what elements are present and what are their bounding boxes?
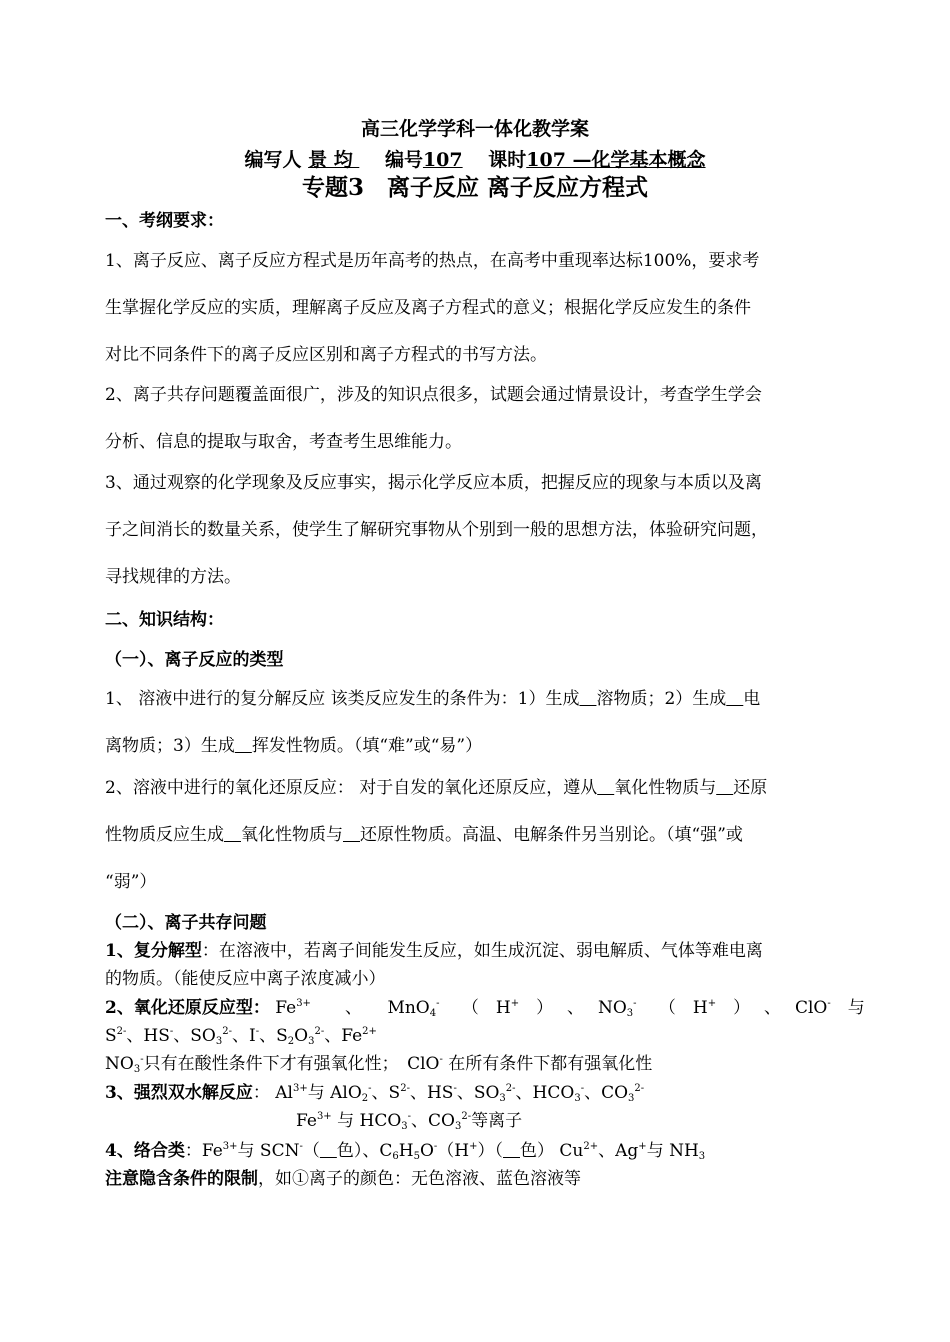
number-label: 编号 [384,149,423,171]
sub2-r4-line: 4、络合类：$Fe^{3+}$与 SCN-（ 色）、$C_6H_5O^-(H^+)$（ 色） $Cu^{2+}$、Ag+与 $NH_3$ [105,1141,706,1162]
sub2-r5-line: 注意隐含条件的限制，如①离子的颜色：无色溶液、蓝色溶液等 [105,1169,581,1189]
s1-item3-line2: 子之间消长的数量关系，使学生了解研究事物从个别到一般的思想方法，体验研究问题， [105,520,768,540]
sub1-p1-line1: 1、 溶液中进行的复分解反应 该类反应发生的条件为：1）生成 溶物质；2）生成 电 [105,689,761,709]
s1-item3-line1: 3、通过观察的化学现象及反应事实，揭示化学反应本质，把握反应的现象与本质以及离 [105,473,762,493]
section2-heading: 二、知识结构： [105,610,224,630]
sub2-r1-line2: 的物质。（能使反应中离子浓度减小） [105,969,386,989]
sub2-r3-line2: $Fe^{3+}$ 与 $HCO_3^-$、$CO_3^{2-}$等离子 [296,1111,523,1132]
sub1-p2-line3: “弱”） [105,872,157,892]
doc-title: 高三化学学科一体化教学案 [360,118,589,140]
lesson-label: 课时 [488,149,527,171]
sub1-p2-line2: 性物质反应生成 氧化性物质与 还原性物质。高温、电解条件另当别论。（填“强”或 [105,825,743,845]
lesson-value: 107 —化学基本概念 [526,149,706,171]
s1-item3-line3: 寻找规律的方法。 [105,567,241,587]
number-value: 107 [422,149,463,171]
sub1-heading: （一）、离子反应的类型 [105,650,284,670]
sub2-r3-line1: 3、强烈双水解反应： $Al^{3+}$与 AlO$_2$-、$S^{2-}$、HS-、$SO_3^{2-}$、$HCO_3^-$、$CO_3^{2-}$ [105,1083,645,1104]
s1-item2-line2: 分析、信息的提取与取舍，考查考生思维能力。 [105,432,462,452]
sub1-p1-line2: 离物质；3）生成 挥发性物质。（填“难”或“易”） [105,736,483,756]
sub2-r2-note: $NO_3^-$只有在酸性条件下才有强氧化性； ClO- 在所有条件下都有强氧化性 [105,1054,653,1075]
s1-item1-line1: 1、离子反应、离子反应方程式是历年高考的热点，在高考中重现率达标100%，要求考 [105,251,760,271]
sub1-p2-line1: 2、溶液中进行的氧化还原反应： 对于自发的氧化还原反应，遵从 氧化性物质与 还原 [105,778,768,798]
topic-title: 专题3 离子反应 离子反应方程式 [301,174,648,201]
s1-item2-line1: 2、离子共存问题覆盖面很广，涉及的知识点很多，试题会通过情景设计，考查学生学会 [105,385,762,405]
sub2-heading: （二）、离子共存问题 [105,913,267,933]
doc-meta-line [0,149,950,171]
sub2-r2-line1: 2、氧化还原反应型： $Fe^{3+}$ 、 MnO$_4$- （ H+ ） 、 $NO_3^-$ （ H+ ） 、 ClO- 与 [105,998,865,1019]
section1-heading: 一、考纲要求： [105,211,224,231]
author-label: 编写人 [244,149,309,171]
sub2-r2-line2: $S^{2-}$、HS-、$SO_3^{2-}$、I-、$S_2O_3^{2-}$、$Fe^{2+}$ [105,1026,377,1047]
author-name: 景 均 [308,149,360,171]
s1-item1-line2: 生掌握化学反应的实质，理解离子反应及离子方程式的意义；根据化学反应发生的条件 [105,298,751,318]
sub2-r1-line1: 1、复分解型：在溶液中，若离子间能发生反应，如生成沉淀、弱电解质、气体等难电离 [105,941,763,961]
s1-item1-line3: 对比不同条件下的离子反应区别和离子方程式的书写方法。 [105,345,547,365]
